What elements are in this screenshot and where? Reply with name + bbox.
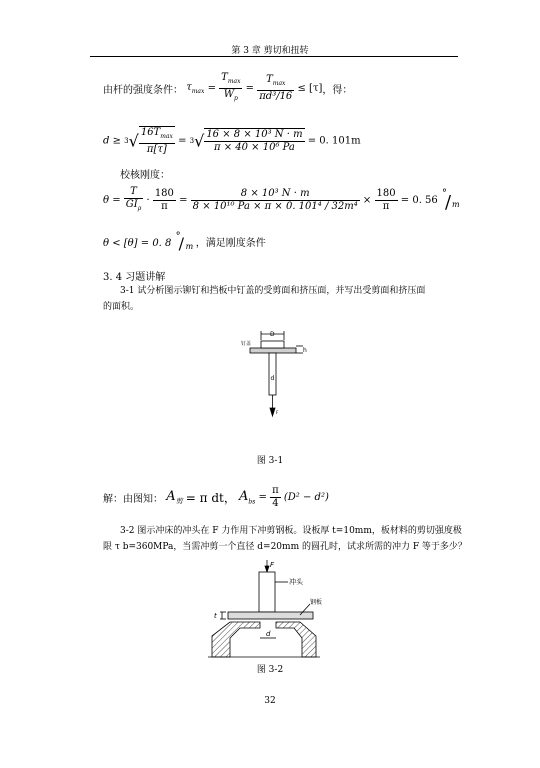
diameter-root-1: $\frac{16T_{max}}{\pi[\tau]}$ [140,127,173,155]
label-cap: 钉盖 [241,341,252,347]
compare-unit: ° / m [175,230,194,253]
rigidity-frac-1: $\frac{T}{GI_\rho}$ [125,186,142,212]
label-h: h [303,347,307,354]
rigidity-frac-2: $\frac{180}{\pi}$ [154,188,174,212]
steel-plate [228,612,313,619]
rigidity-frac-3: $\frac{\text{8 × 10³ N · m}}{\text{8 × 10¹⁰ Pa × π × 0. 101⁴ / 32m⁴}}$ [192,188,358,212]
diameter-lhs: d ≥ [103,135,121,147]
rigidity-result: = 0. 56 [400,195,438,206]
baffle-plate [250,348,296,353]
figure-3-2-caption: 图 3-2 [256,665,284,675]
diameter-root-2: $\frac{\text{16 × 8 × 10³ N · m}}{\text{π × 40 × 10⁶ Pa}}$ [206,129,303,153]
rigidity-label: 校核刚度： [120,170,170,181]
label-F: F [270,561,275,569]
rigidity-unit: ° / m [441,187,460,213]
rigidity-equation: θ = $\frac{T}{GI_\rho}$ · $\frac{180}{\pi}$ = $\frac{\text{8 × 10³ N · m}}{\text{8 × 10¹⁰ Pa × π × 0. 101⁴ / 32m⁴}}$ × $\frac{180}{\pi}$ = 0. 56 ° / m [103,186,459,215]
label-arrow: F [276,410,279,415]
header-rule [90,56,458,57]
strength-result-word: ，得： [322,85,353,96]
strength-frac-2: $\frac{T_{max}}{\text{πd³/16}}$ [259,74,293,102]
strength-frac-1: $\frac{T_{max}}{W_p}$ [221,72,241,102]
label-D: D [270,331,275,338]
strength-lead: 由杆的强度条件： [103,85,183,96]
label-t: t [214,612,217,620]
rigidity-compare: θ < [θ] = 0. 8 ° / m ，满足刚度条件 [103,230,266,253]
page-number: 32 [264,696,276,706]
rigidity-frac-4: $\frac{180}{\pi}$ [376,188,396,212]
figure-3-1 [236,328,312,418]
diameter-result: = 0. 101m [307,135,361,147]
bs-fraction: $\frac{\pi}{4}$ [272,485,279,509]
die-right [276,622,316,657]
problem1-solution: 解：由图知： $A_剪 = \pi$ dt， $A_{bs}$ = $\frac{\pi}{4}$ (D² − d²) [103,485,329,509]
strength-equation: 由杆的强度条件： $\tau_{max}$ = $\frac{T_{max}}{W_p}$ = $\frac{T_{max}}{\text{πd³/16}}$ ≤ [τ]，得： [103,72,352,105]
section-title: 3. 4 习题讲解 [103,272,166,283]
problem1-text-line2: 的面积。 [103,302,140,312]
problem2-text-line1: 3-2 图示冲床的冲头在 F 力作用下冲剪钢板。设板厚 t=10mm，板材料的剪切强度极 [120,526,462,536]
punch [259,572,275,612]
label-d2: d [266,630,271,638]
strength-leq: ≤ [τ] [297,83,323,94]
rivet-shank [269,353,276,395]
chapter-header: 第 3 章 剪切和扭转 [231,46,309,56]
problem2-text-line2: 限 τ b=360MPa，当需冲剪一个直径 d=20mm 的圆孔时，试求所需的冲力 F 等于多少？ [103,542,467,552]
figure-3-2 [200,558,328,660]
die-left [212,622,260,657]
label-d: d [270,375,275,382]
problem1-text-line1: 3-1 试分析图示铆钉和挡板中钉盖的受剪面和挤压面，并写出受剪面和挤压面 [120,286,426,296]
label-plate: 钢板 [310,599,323,606]
rivet-cap [261,341,284,348]
figure-3-1-caption: 图 3-1 [256,456,284,466]
tau-max: $\tau_{max}$ [186,82,205,95]
diameter-equation: d ≥ 3√ $\frac{16T_{max}}{\pi[\tau]}$ = 3√ $\frac{\text{16 × 8 × 10³ N · m}}{\text{π × 40 × 10⁶ Pa}}$ = 0. 101m [103,127,361,155]
label-punch: 冲头 [289,578,303,586]
